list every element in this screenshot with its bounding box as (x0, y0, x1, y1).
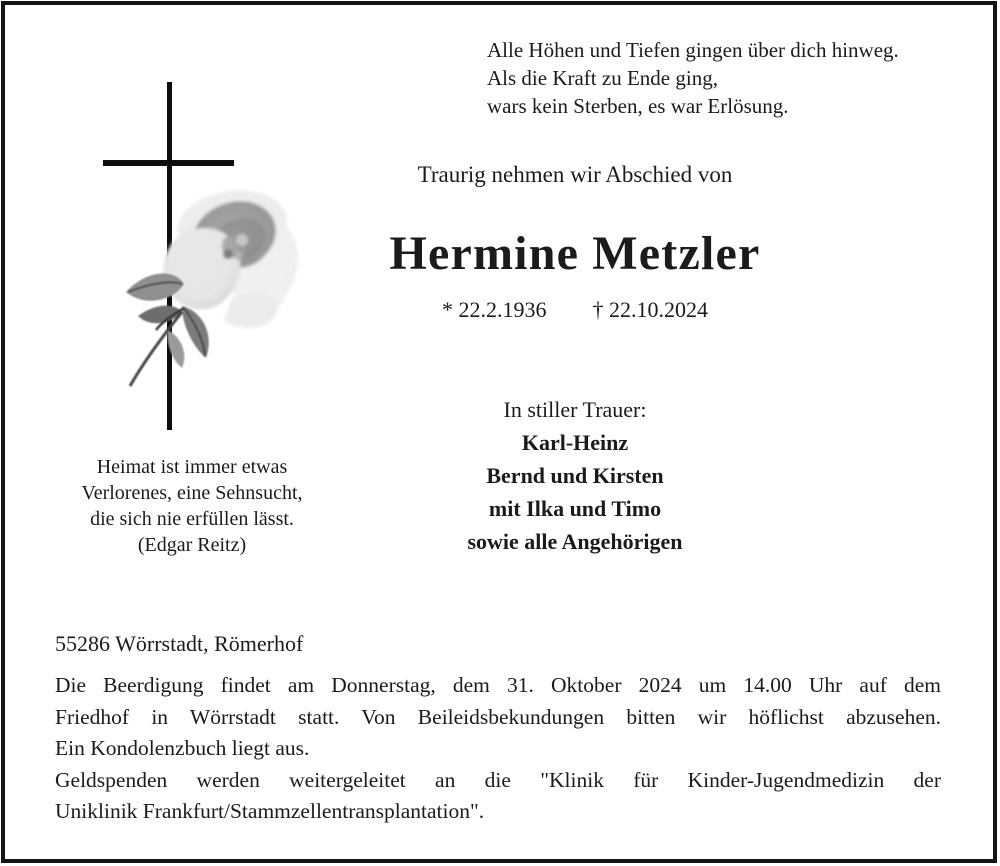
watercolor-rose-icon (112, 180, 304, 396)
memorial-verse (487, 36, 899, 120)
mourning-section (340, 393, 810, 558)
deceased-name: Hermine Metzler (389, 227, 761, 280)
life-dates (340, 297, 810, 323)
body-line: Geldspenden werden weitergeleitet an die "Klinik für Kinder-Jugendmedizin der (55, 767, 941, 792)
mourner-name: mit Ilka und Timo (488, 496, 662, 521)
verse-line: Als die Kraft zu Ende ging, (487, 66, 718, 90)
mourning-header: In stiller Trauer: (503, 397, 647, 422)
mourner-name: sowie alle Angehörigen (467, 529, 683, 554)
body-line: Uniklinik Frankfurt/Stammzellentransplantation". (55, 799, 485, 823)
quote-attribution: (Edgar Reitz) (137, 534, 247, 556)
body-line: Friedhof in Wörrstadt statt. Von Beileidsbekundungen bitten wir höflichst abzusehen. (55, 704, 941, 729)
death-date: † 22.10.2024 (592, 297, 708, 322)
quote-line: Verlorenes, eine Sehnsucht, (81, 482, 303, 504)
mourner-name: Karl-Heinz (521, 430, 629, 455)
body-line: Ein Kondolenzbuch liegt aus. (55, 736, 310, 760)
memorial-quote (38, 454, 346, 558)
quote-line: die sich nie erfüllen lässt. (90, 508, 294, 530)
mourner-name: Bernd und Kirsten (486, 463, 664, 488)
quote-line: Heimat ist immer etwas (96, 456, 288, 478)
birth-date: * 22.2.1936 (442, 297, 547, 322)
farewell-intro: Traurig nehmen wir Abschied von (417, 162, 733, 187)
body-line: Die Beerdigung findet am Donnerstag, dem 31. Oktober 2024 um 14.00 Uhr auf dem (55, 673, 941, 697)
funeral-information (55, 670, 941, 828)
verse-line: Alle Höhen und Tiefen gingen über dich hinweg. (487, 38, 899, 62)
address-line: 55286 Wörrstadt, Römerhof (55, 631, 304, 656)
latin-cross-icon-arm (103, 160, 234, 166)
verse-line: wars kein Sterben, es war Erlösung. (487, 94, 789, 118)
